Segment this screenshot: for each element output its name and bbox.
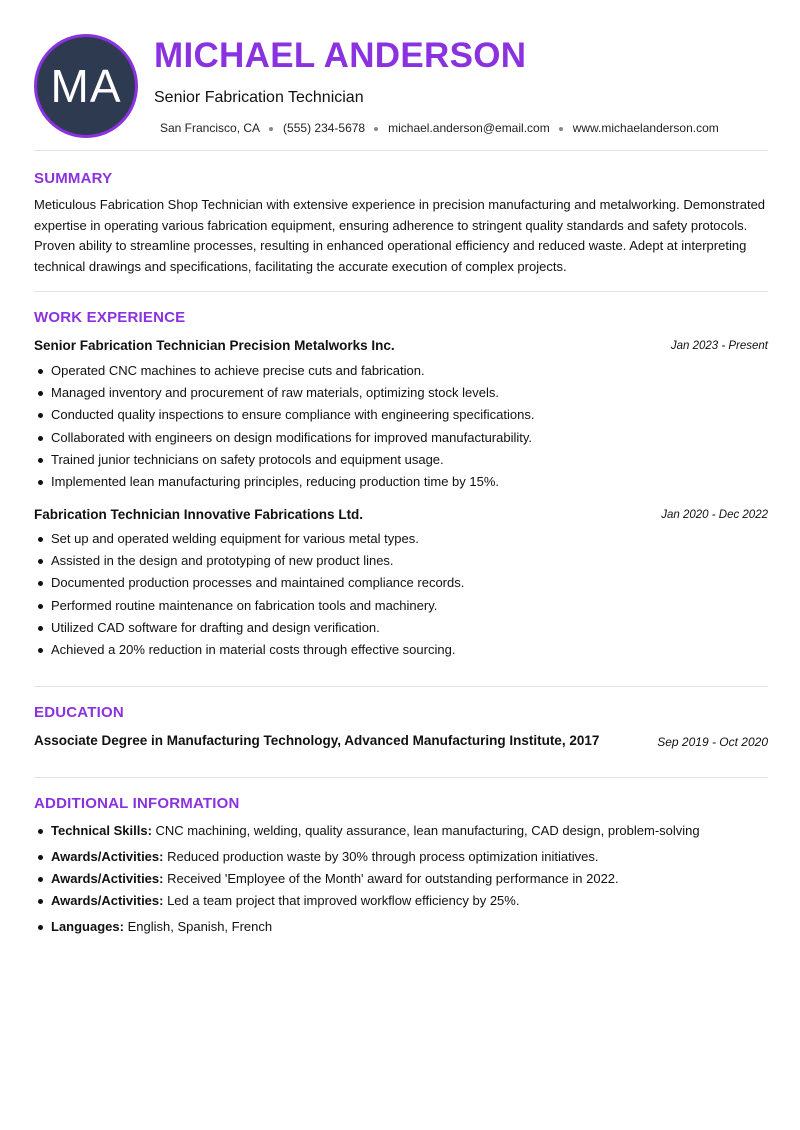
section-divider: [34, 686, 768, 687]
additional-item: [51, 846, 768, 868]
additional-label: Technical Skills:: [51, 823, 152, 838]
additional-label: Awards/Activities:: [51, 871, 164, 886]
additional-text: Reduced production waste by 30% through process optimization initiatives.: [163, 849, 599, 864]
avatar: [34, 34, 138, 138]
separator-dot: [269, 127, 273, 131]
additional-item: [51, 820, 768, 842]
education-entry: [34, 733, 768, 751]
job-bullet: Managed inventory and procurement of raw materials, optimizing stock levels.: [51, 382, 768, 404]
job-bullet: Collaborated with engineers on design modifications for improved manufacturability.: [51, 427, 768, 449]
job-bullet: Performed routine maintenance on fabrication tools and machinery.: [51, 595, 768, 617]
separator-dot: [559, 127, 563, 131]
job-bullet: Assisted in the design and prototyping of new product lines.: [51, 550, 768, 572]
section-divider: [34, 291, 768, 292]
job-bullet: Trained junior technicians on safety protocols and equipment usage.: [51, 449, 768, 471]
summary-heading: SUMMARY: [34, 170, 113, 187]
additional-label: Awards/Activities:: [51, 849, 164, 864]
job-date: Jan 2020 - Dec 2022: [661, 509, 768, 521]
job-bullet: Documented production processes and maintained compliance records.: [51, 572, 768, 594]
education-degree: Associate Degree in Manufacturing Technology, Advanced Manufacturing Institute, 2017: [34, 733, 600, 748]
job-bullet: Set up and operated welding equipment for various metal types.: [51, 528, 768, 550]
avatar-initials: MA: [50, 60, 122, 112]
job-date: Jan 2023 - Present: [670, 340, 768, 352]
contact-bar: [160, 121, 719, 135]
additional-text: English, Spanish, French: [123, 919, 273, 934]
education-heading: EDUCATION: [34, 704, 124, 721]
contact-email[interactable]: michael.anderson@email.com: [388, 121, 550, 135]
section-divider: [34, 150, 768, 151]
separator-dot: [374, 127, 378, 131]
job-bullet: Implemented lean manufacturing principles, reducing production time by 15%.: [51, 471, 768, 493]
contact-website[interactable]: www.michaelanderson.com: [572, 121, 719, 135]
additional-item: [51, 868, 768, 890]
candidate-title: Senior Fabrication Technician: [154, 89, 364, 106]
job-bullets: [51, 528, 768, 661]
job-role: Fabrication Technician Innovative Fabrications Ltd.: [34, 507, 364, 522]
additional-text: Received 'Employee of the Month' award for outstanding performance in 2022.: [163, 871, 619, 886]
job-header: [34, 338, 768, 356]
additional-label: Awards/Activities:: [51, 893, 164, 908]
additional-text: Led a team project that improved workflow efficiency by 25%.: [163, 893, 520, 908]
job-bullet: Conducted quality inspections to ensure compliance with engineering specifications.: [51, 404, 768, 426]
candidate-name: MICHAEL ANDERSON: [154, 36, 527, 75]
additional-text: CNC machining, welding, quality assurance, lean manufacturing, CAD design, problem-solving: [151, 823, 700, 838]
job-role: Senior Fabrication Technician Precision Metalworks Inc.: [34, 338, 395, 353]
job-bullets: [51, 360, 768, 493]
additional-list: [51, 820, 768, 938]
section-divider: [34, 777, 768, 778]
contact-phone: (555) 234-5678: [283, 121, 366, 135]
job-bullet: Achieved a 20% reduction in material costs through effective sourcing.: [51, 639, 768, 661]
contact-location: San Francisco, CA: [160, 121, 261, 135]
additional-heading: ADDITIONAL INFORMATION: [34, 795, 240, 812]
job-header: [34, 507, 768, 525]
experience-heading: WORK EXPERIENCE: [34, 309, 186, 326]
education-date: Sep 2019 - Oct 2020: [657, 735, 768, 749]
additional-item: [51, 890, 768, 912]
resume-header: [34, 34, 768, 138]
additional-label: Languages:: [51, 919, 124, 934]
summary-text: Meticulous Fabrication Shop Technician with extensive experience in precision manufacturing and metalworking. Demonstrated expertise in operating various fabrication equipment, ensuring adherence to stringent quality standards and safety protocols. Proven ability to streamline processes, resulting in enhanced operational efficiency and reduced waste. Adept at interpreting technical drawings and specifications, facilitating the accurate execution of complex projects.: [34, 197, 766, 274]
job-bullet: Utilized CAD software for drafting and design verification.: [51, 617, 768, 639]
job-bullet: Operated CNC machines to achieve precise cuts and fabrication.: [51, 360, 768, 382]
additional-item: [51, 916, 768, 938]
